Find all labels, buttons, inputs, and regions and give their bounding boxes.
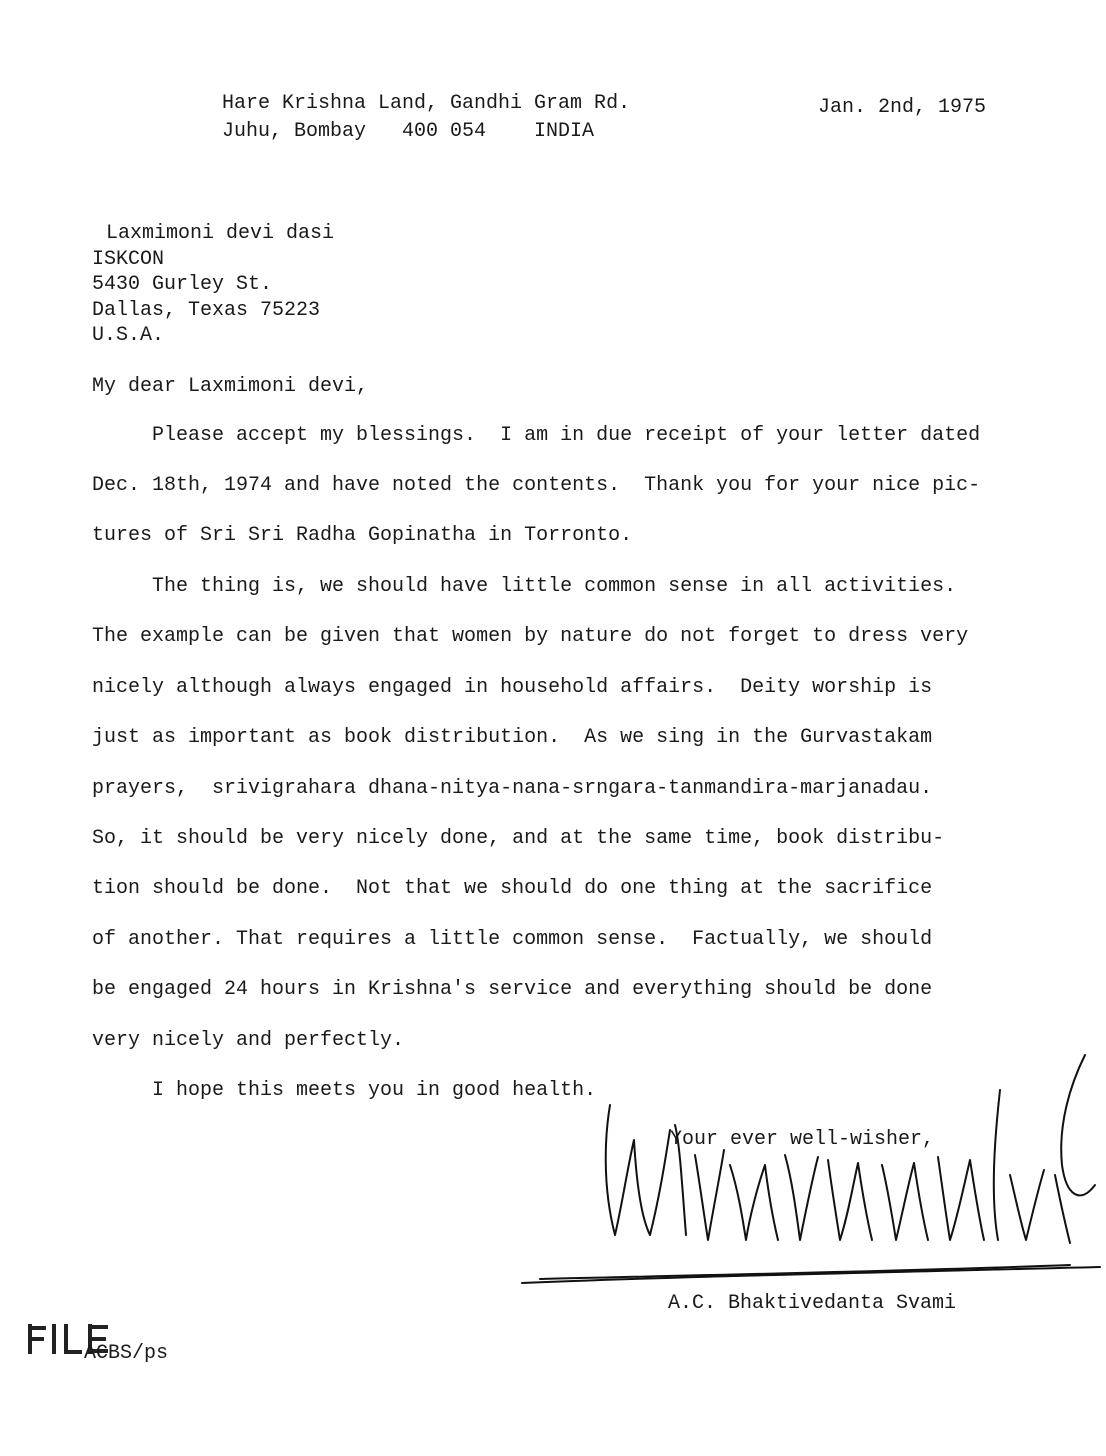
sender-name: A.C. Bhaktivedanta Svami: [668, 1292, 957, 1315]
body-line: The thing is, we should have little common sense in all activities.: [92, 575, 957, 598]
recipient-country: U.S.A.: [92, 324, 165, 347]
body-line: nicely although always engaged in household affairs. Deity worship is: [92, 676, 933, 699]
letterhead-address-line2: Juhu, Bombay 400 054 INDIA: [222, 120, 595, 143]
body-line: be engaged 24 hours in Krishna's service and everything should be done: [92, 978, 933, 1001]
body-line: So, it should be very nicely done, and at the same time, book distribu-: [92, 827, 945, 850]
body-line: of another. That requires a little common sense. Factually, we should: [92, 928, 933, 951]
handwritten-signature: [510, 1045, 1106, 1305]
closing: Your ever well-wisher,: [670, 1128, 935, 1151]
body-line: just as important as book distribution. As we sing in the Gurvastakam: [92, 726, 933, 749]
salutation: My dear Laxmimoni devi,: [92, 375, 369, 398]
body-line: The example can be given that women by nature do not forget to dress very: [92, 625, 969, 648]
recipient-city: Dallas, Texas 75223: [92, 299, 321, 322]
recipient-street: 5430 Gurley St.: [92, 273, 273, 296]
body-line: Dec. 18th, 1974 and have noted the contents. Thank you for your nice pic-: [92, 474, 981, 497]
body-line: tion should be done. Not that we should do one thing at the sacrifice: [92, 877, 933, 900]
typist-initials: ACBS/ps: [84, 1342, 169, 1365]
body-line: Please accept my blessings. I am in due receipt of your letter dated: [92, 424, 981, 447]
recipient-name: Laxmimoni devi dasi: [106, 222, 335, 245]
letterhead-address-line1: Hare Krishna Land, Gandhi Gram Rd.: [222, 92, 631, 115]
body-line: very nicely and perfectly.: [92, 1029, 405, 1052]
body-line: I hope this meets you in good health.: [92, 1079, 597, 1102]
recipient-org: ISKCON: [92, 248, 165, 271]
letter-date: Jan. 2nd, 1975: [818, 96, 987, 119]
body-line: tures of Sri Sri Radha Gopinatha in Torronto.: [92, 524, 633, 547]
body-line: prayers, srivigrahara dhana-nitya-nana-srngara-tanmandira-marjanadau.: [92, 777, 933, 800]
